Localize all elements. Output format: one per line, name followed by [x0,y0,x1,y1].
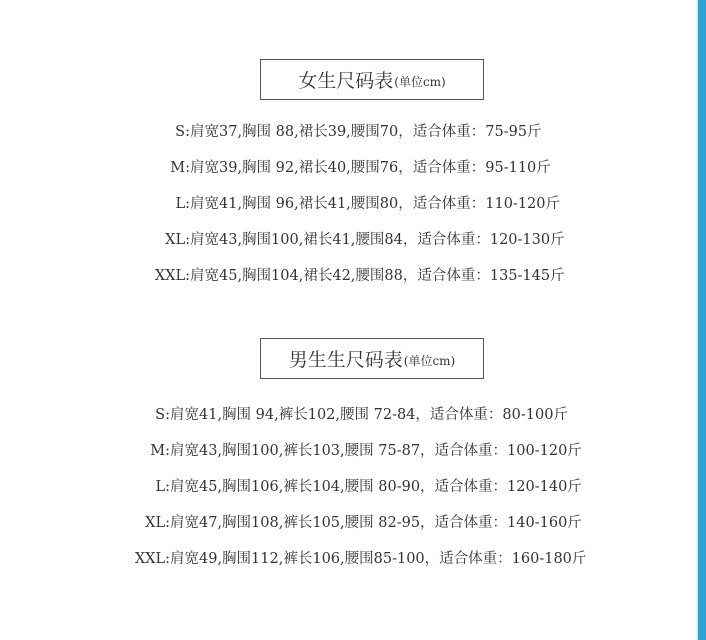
women-size-chart-title: 女生尺码表 [298,70,394,92]
men-size-row-l [130,477,582,497]
right-edge-bar [698,0,706,640]
size-label: XL: [165,232,190,248]
size-label: S: [175,124,190,140]
size-details: 肩宽43,胸围100,裤长103,腰围 75-87，适合体重：100-120斤 [170,443,582,459]
men-size-row-m [130,441,582,461]
men-size-chart-title-box [260,338,484,379]
women-size-row-l [150,194,560,214]
size-details: 肩宽47,胸围108,裤长105,腰围 82-95，适合体重：140-160斤 [170,515,582,531]
size-label: S: [155,407,170,423]
size-details: 肩宽43,胸围100,裙长41,腰围84，适合体重：120-130斤 [190,232,565,248]
size-details: 肩宽41,胸围 96,裙长41,腰围80，适合体重：110-120斤 [190,196,560,212]
size-details: 肩宽49,胸围112,裤长106,腰围85-100，适合体重：160-180斤 [170,551,587,567]
size-details: 肩宽37,胸围 88,裙长39,腰围70，适合体重：75-95斤 [190,124,542,140]
men-size-row-s [130,405,568,425]
men-size-row-xxl [130,549,586,569]
size-label: M: [150,443,170,459]
men-size-row-xl [130,513,582,533]
size-label: XXL: [134,551,170,567]
men-size-chart-title: 男生生尺码表 [288,349,403,371]
women-size-row-xl [150,230,565,250]
size-details: 肩宽45,胸围106,裤长104,腰围 80-90，适合体重：120-140斤 [170,479,582,495]
women-size-chart-unit: (单位cm) [394,75,446,89]
size-details: 肩宽45,胸围104,裙长42,腰围88，适合体重：135-145斤 [190,268,565,284]
size-label: M: [170,160,190,176]
size-label: L: [155,479,170,495]
size-details: 肩宽41,胸围 94,裤长102,腰围 72-84，适合体重：80-100斤 [170,407,568,423]
size-label: XXL: [154,268,190,284]
women-size-row-xxl [150,266,565,286]
size-details: 肩宽39,胸围 92,裙长40,腰围76，适合体重：95-110斤 [190,160,551,176]
women-size-row-m [150,158,551,178]
size-label: L: [175,196,190,212]
size-label: XL: [145,515,170,531]
women-size-chart-title-box [260,59,484,100]
men-size-chart-unit: (单位cm) [403,354,456,368]
women-size-row-s [150,122,542,142]
